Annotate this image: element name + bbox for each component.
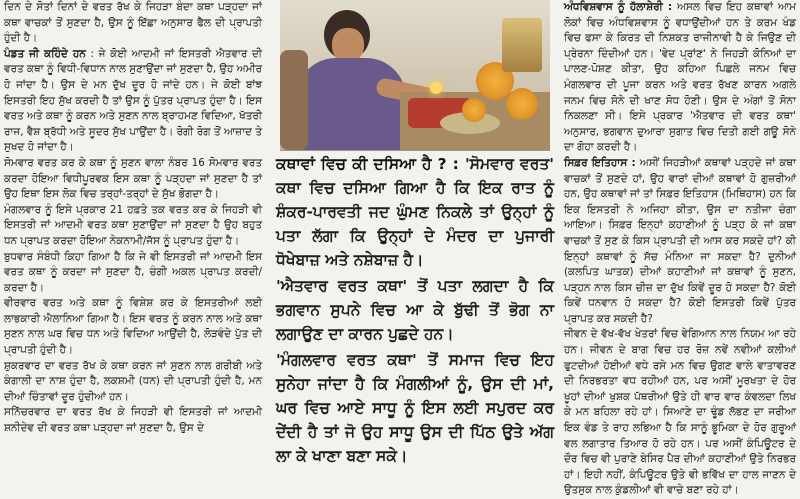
left-paragraph-4: ਮੰਗਲਵਾਰ ਨੂੰ ਇਸੇ ਪ੍ਰਕਾਰ 21 ਹਫ਼ਤੇ ਤਕ ਵਰਤ ਕਰ ਕੇ ਜਿਹੜੀ ਵੀ ਇਸਤਰੀ ਜਾਂ ਆਦਮੀ ਵਰਤ ਕਥਾ ਸੁਣਾਉਂਦਾ ਜਾਂ ਸੁਣਦਾ ਹੈ ਉਹ ਬਹੁਤ ਧਨ ਪ੍ਰਾਪਤ ਕਰਦਾ ਹੋਇਆ ਨੇਕਨਾਮੀ/ਜੱਸ ਨੂੰ ਪ੍ਰਾਪਤ ਹੁੰਦਾ ਹੈ। bbox=[4, 203, 262, 247]
left-paragraph-1: ਦਿਨ ਦੇ ਸੋਤਾਂ ਦਿਨਾਂ ਦੇ ਵਰਤ ਰੱਖ ਕੇ ਜਿਹੜਾ ਬੰਦਾ ਕਥਾ ਪੜ੍ਹਦਾ ਜਾਂ ਕਥਾ ਵਾਚਕਾਂ ਤੋਂ ਸੁਣਦਾ ਹੈ, ਉਸ ਨੂੰ ਇੱਛਾ ਅਨੁਸਾਰ ਫੈਲ ਦੀ ਪ੍ਰਾਪਤੀ ਹੁੰਦੀ ਹੈ। bbox=[4, 1, 262, 45]
story-paragraph-1-body: 'ਸੋਮਵਾਰ ਵਰਤ' ਕਥਾ ਵਿਚ ਦਸਿਆ ਗਿਆ ਹੈ ਕਿ ਇਕ ਰਾਤ ਨੂੰ ਸ਼ੰਕਰ-ਪਾਰਵਤੀ ਜਦ ਘੁੰਮਣ ਨਿਕਲੇ ਤਾਂ ਉਨ੍ਹਾਂ ਨੂੰ ਪਤਾ ਲੱਗਾ ਕਿ ਉਨ੍ਹਾਂ ਦੇ ਮੰਦਰ ਦਾ ਪੁਜਾਰੀ ਧੋਖੇਬਾਜ਼ ਅਤੇ ਨਸ਼ੇਬਾਜ਼ ਹੈ। bbox=[276, 155, 554, 269]
right-paragraph-1 bbox=[564, 0, 796, 156]
photo-person-body bbox=[296, 58, 406, 150]
right-column bbox=[556, 0, 800, 497]
puja-photo bbox=[280, 0, 550, 151]
left-paragraph-3: ਸੋਮਵਾਰ ਵਰਤ ਕਰ ਕੇ ਕਥਾ ਨੂੰ ਸੁਣਨ ਵਾਲਾ ਨੰਬਰ 16 ਸੋਮਵਾਰ ਵਰਤ ਕਰਦਾ ਹੋਇਆ ਵਿਧੀਪੂਰਵਕ ਇਸ ਕਥਾ ਨੂੰ ਪੜ੍ਹਦਾ ਜਾਂ ਸੁਣਦਾ ਹੈ ਤਾਂ ਉਹ ਇਥਾ ਇਸ ਲੋਕ ਵਿਚ ਤਰ੍ਹਾਂ-ਤਰ੍ਹਾਂ ਦੇ ਸੁੱਖ ਭੋਗਦਾ ਹੈ। bbox=[4, 156, 262, 201]
main-story bbox=[276, 152, 554, 465]
left-paragraph-8: ਸਨਿੱਚਰਵਾਰ ਦਾ ਵਰਤ ਰੱਖ ਕੇ ਜਿਹੜੀ ਵੀ ਇਸਤਰੀ ਜਾਂ ਆਦਮੀ ਸ਼ਨੀਦੇਵ ਦੀ ਵਰਤ ਕਥਾ ਪੜ੍ਹਦਾ ਜਾਂ ਸੁਣਦਾ ਹੈ, ਉਸ ਦੇ bbox=[4, 406, 262, 435]
left-paragraph-7: ਸ਼ੁਕਰਵਾਰ ਦਾ ਵਰਤ ਰੱਖ ਕੇ ਕਥਾ ਕਰਨ ਜਾਂ ਸੁਣਨ ਨਾਲ ਗਰੀਬੀ ਅਤੇ ਕੰਗਾਲੀ ਦਾ ਨਾਸ਼ ਹੁੰਦਾ ਹੈ, ਲਕਸ਼ਮੀ (ਧਨ) ਦੀ ਪ੍ਰਾਪਤੀ ਹੁੰਦੀ ਹੈ, ਮਨ ਦੀਆਂ ਚਿੰਤਾਵਾਂ ਦੂਰ ਹੁੰਦੀਆਂ ਹਨ। bbox=[4, 359, 262, 403]
photo-lamp bbox=[430, 82, 442, 94]
right-paragraph-1-lead: ਅੰਧਵਿਸ਼ਵਾਸ ਨੂੰ ਹੱਲਾਸ਼ੇਰੀ : bbox=[564, 1, 673, 13]
story-paragraph-1 bbox=[276, 152, 554, 272]
left-paragraph-2-lead: ਪੰਡਤ ਜੀ ਕਹਿੰਦੇ ਹਨ bbox=[4, 47, 86, 60]
right-paragraph-2 bbox=[564, 156, 796, 328]
right-paragraph-2-body: ਅਸੀਂ ਜਿਹੜੀਆਂ ਕਥਾਵਾਂ ਪੜ੍ਹਦੇ ਜਾਂ ਕਥਾ ਵਾਚਕਾਂ ਤੋਂ ਸੁਣਦੇ ਹਾਂ, ਉਹ ਵਾਰਾਂ ਦੀਆਂ ਕਥਾਵਾਂ ਹੋ ਗੁਜ਼ਰੀਆਂ ਹਨ, ਉਹ ਕਥਾਵਾਂ ਜਾਂ ਤਾਂ ਸਿਫ਼ਰ ਇਤਿਹਾਸ (ਮਿਥਿਹਾਸ) ਹਨ ਕਿ ਇਕ ਇਸਤਰੀ ਨੇ ਅਜਿਹਾ ਕੀਤਾ, ਉਸ ਦਾ ਨਤੀਜਾ ਚੰਗਾ ਆਇਆ। ਸਿਫ਼ਰ ਇਨ੍ਹਾਂ ਕਹਾਣੀਆਂ ਨੂੰ ਪੜ੍ਹ ਕੇ ਜਾਂ ਕਥਾ ਵਾਚਕਾਂ ਤੋਂ ਸੁਣ ਕੇ ਕਿਸ ਪ੍ਰਾਪਤੀ ਦੀ ਆਸ ਕਰ ਸਕਦੇ ਹਾਂ? ਕੀ ਇਨ੍ਹਾਂ ਕਥਾਵਾਂ ਨੂੰ ਸੱਚ ਮੰਨਿਆ ਜਾ ਸਕਦਾ ਹੈ? ਦੁਨੀਆਂ (ਕਲਪਿਤ ਘਾਤਕ) ਦੀਆਂ ਕਹਾਣੀਆਂ ਜਾਂ ਕਥਾਵਾਂ ਨੂੰ ਸੁਣਨ, ਪੜ੍ਹਨ ਨਾਲ ਕਿਸ ਚੀਜ਼ ਦਾ ਦੁੱਖ ਕਿਵੇਂ ਦੂਰ ਹੋ ਸਕਦਾ ਹੈ? ਕੋਈ ਕਿਵੇਂ ਧਨਵਾਨ ਹੋ ਸਕਦਾ ਹੈ? ਕੋਈ ਇਸਤਰੀ ਕਿਵੇਂ ਪੁੱਤਰ ਪ੍ਰਾਪਤ ਕਰ ਸਕਦੀ ਹੈ? bbox=[564, 156, 796, 325]
left-paragraph-6: ਵੀਰਵਾਰ ਵਰਤ ਅਤੇ ਕਥਾ ਨੂੰ ਵਿਸ਼ੇਸ਼ ਕਰ ਕੇ ਇਸਤਰੀਆਂ ਲਈ ਲਾਭਕਾਰੀ ਐਲਾਨਿਆ ਗਿਆ ਹੈ। ਇਸ ਵਰਤ ਨੂੰ ਕਰਨ ਨਾਲ ਅਤੇ ਕਥਾ ਸੁਣਨ ਨਾਲ ਘਰ ਵਿਚ ਧਨ ਅਤੇ ਵਿਦਿਆ ਆਉਂਦੀ ਹੈ, ਲੋੜਵੰਦੇ ਪੁੱਤ ਦੀ ਪ੍ਰਾਪਤੀ ਹੁੰਦੀ ਹੈ। bbox=[4, 297, 262, 357]
photo-second-figure bbox=[280, 50, 308, 150]
right-paragraph-2-lead: ਸਿਫ਼ਰ ਇਤਿਹਾਸ : bbox=[564, 156, 636, 169]
left-column bbox=[0, 0, 268, 435]
story-paragraph-3: 'ਮੰਗਲਵਾਰ ਵਰਤ ਕਥਾ' ਤੋਂ ਸਮਾਜ ਵਿਚ ਇਹ ਸੁਨੇਹਾ ਜਾਂਦਾ ਹੈ ਕਿ ਮੰਗਲੀਆਂ ਨੂੰ, ਉਸ ਦੀ ਮਾਂ, ਘਰ ਵਿਚ ਆਏ ਸਾਧੂ ਨੂੰ ਇਸ ਲਈ ਸਪੁਰਦ ਕਰ ਦੇਂਦੀ ਹੈ ਤਾਂ ਜੋ ਉਹ ਸਾਧੂ ਉਸ ਦੀ ਪਿੱਠ ਉਤੇ ਅੱਗ ਲਾ ਕੇ ਖਾਣਾ ਬਣਾ ਸਕੇ। bbox=[276, 351, 554, 465]
story-paragraph-1-lead: ਕਥਾਵਾਂ ਵਿਚ ਕੀ ਦਸਿਆ ਹੈ ? : bbox=[276, 155, 459, 173]
left-paragraph-2 bbox=[4, 47, 262, 156]
photo-shrine bbox=[502, 18, 542, 72]
right-paragraph-1-body: ਅਸਲ ਵਿਚ ਇਹ ਕਥਾਵਾਂ ਆਮ ਲੋਕਾਂ ਵਿਚ ਅੰਧਵਿਸ਼ਵਾਸ ਨੂੰ ਵਧਾਉਂਦੀਆਂ ਹਨ ਤੇ ਕਰਮ ਖੰਡ ਵਿਚ ਫਸਾ ਕੇ ਕਿਰਤ ਦੀ ਨਿਸ਼ਕਤ ਰਾਜੀਨਾਵੀ ਹੈ ਕੇ ਜਿਉਣ ਦੀ ਪ੍ਰੇਰਨਾ ਦਿੰਦੀਆਂ ਹਨ। 'ਵੇਦ ਪ੍ਰਾਂਣ' ਨੇ ਜਿਹੜੀ ਕੋਨਿਆਂ ਦਾ ਪਾਲਣ-ਪੋਸ਼ਣ ਕੀਤਾ, ਉਹ ਕਹਿਆ ਪਿਛਲੇ ਜਨਮ ਵਿਚ ਮੰਗਲਵਾਰ ਦੀ ਪੂਜਾ ਕਰਨ ਅਤੇ ਵਰਤ ਰੱਖਣ ਕਾਰਨ ਅਗਲੇ ਜਨਮ ਵਿਚ ਸੋਨੇ ਦੀ ਖਾਣ ਸੋਧ ਹੋਣੀ। ਉਸ ਦੇ ਅੰਗਾਂ ਤੋਂ ਸੋਨਾ ਨਿਕਲਣਾ ਸੀ। ਇਸੇ ਪ੍ਰਕਾਰ 'ਐਤਵਾਰ ਦੀ ਵਰਤ ਕਥਾ' ਅਨੁਸਾਰ, ਭਗਵਾਨ ਦੁਆਰਾ ਸੁਗਾਤ ਵਿਚ ਦਿਤੀ ਗਈ ਗਊ ਸੋਨੇ ਦਾ ਗੋਹਾ ਕਰਦੀ ਹੈ। bbox=[564, 1, 796, 154]
photo-person-face bbox=[332, 28, 364, 62]
photo-marigold-2 bbox=[506, 88, 538, 120]
left-paragraph-5: ਬੁਧਵਾਰ ਸੰਬੰਧੀ ਕਿਹਾ ਗਿਆ ਹੈ ਕਿ ਜੇ ਵੀ ਇਸਤਰੀ ਜਾਂ ਆਦਮੀ ਇਸ ਵਰਤ ਕਥਾ ਨੂੰ ਕਰਦਾ ਜਾਂ ਸੁਣਦਾ ਹੈ, ਚੰਗੀ ਅਕਲ ਪ੍ਰਾਪਤ ਕਰਦੀ/ਕਰਦਾ ਹੈ। bbox=[4, 250, 262, 294]
photo-marigold-3 bbox=[462, 98, 486, 122]
story-paragraph-2: 'ਐਤਵਾਰ ਵਰਤ ਕਥਾ' ਤੋਂ ਪਤਾ ਲਗਦਾ ਹੈ ਕਿ ਭਗਵਾਨ ਸੁਪਨੇ ਵਿਚ ਆ ਕੇ ਬੁੱਢੀ ਤੋਂ ਭੋਗ ਨਾ ਲਗਾਉਣ ਦਾ ਕਾਰਨ ਪੁਛਦੇ ਹਨ। bbox=[276, 277, 554, 343]
right-paragraph-3: ਜੀਵਨ ਦੇ ਵੱਖ-ਵੱਖ ਖੇਤਰਾਂ ਵਿਚ ਵੇਗਿਆਨ ਨਾਲ ਨਿਯਮ ਆ ਰਹੇ ਹਨ। ਜੀਵਨ ਦੇ ਬਾਗ ਵਿਚ ਹਰ ਰੋਜ਼ ਨਵੇਂ ਨਵੀਆਂ ਕਲੀਆਂ ਫੁਟਦੀਆਂ ਹੋਈਆਂ ਵਧੇ ਰਸੇ ਮਨ ਵਿਚ ਉਗਣ ਵਾਲੇ ਵਾਤਾਵਰਣ ਦੀ ਨਿਰਭਰਤਾ ਵਧ ਰਹੀਆਂ ਹਨ, ਪਰ ਅਸੀਂ ਮੂਰਖਤਾ ਦੇ ਹੋਰ ਖੂਹਾਂ ਦੀਆਂ ਖੁਸ਼ਕ ਪੱਥਰੀਆਂ ਉਤੇ ਹੀ ਵਾਰ ਵਾਰ ਕੰਵਲਦਾ ਲਿਖ ਕੇ ਮਨ ਬਹਿਲਾ ਰਹੇ ਹਾਂ। ਸਿਆਣੇ ਦਾ ਢੂੰਡ ਲੱਭਣ ਦਾ ਜਰੀਆ ਇਕ ਵੰਡ ਤੇ ਰਾਹ ਲਭਿਆ ਹੈ ਕਿ ਸਾਨੂੰ ਭੂਮਿਕਾ ਦੇ ਹੋਰ ਗੁਰੂਆਂ ਵਲ ਲਗਾਤਾਰ ਤਿਆਰ ਹੋ ਰਹੇ ਹਨ। ਪਰ ਅਸੀਂ ਕੰਪਿਊਟਰ ਦੇ ਦੌਰ ਵਿਚ ਵੀ ਪੁਰਾਣੇ ਬੇਸਿਰ ਪੈਰ ਦੀਆਂ ਕਹਾਣੀਆਂ ਉਤੇ ਨਿਰਭਰ ਹਾਂ। ਇਹੀ ਨਹੀਂ, ਕੰਪਿਊਟਰ ਉਤੇ ਵੀ ਭਵਿੱਖ ਦਾ ਹਾਲ ਜਾਣਨ ਦੇ ਉਤਸੁਕ ਨਾਲ ਕੁੰਡਲੀਆਂ ਵੀ ਵਾਚੇ ਬਣਾ ਰਹੇ ਹਾਂ। bbox=[564, 328, 796, 497]
left-paragraph-2-body: : ਜੇ ਕੋਈ ਆਦਮੀ ਜਾਂ ਇਸਤਰੀ ਐਤਵਾਰ ਦੀ ਵਰਤ ਕਥਾ ਨੂੰ ਵਿਧੀ-ਵਿਧਾਨ ਨਾਲ ਸੁਣਾਉਂਦਾ ਜਾਂ ਸੁਣਦਾ ਹੈ, ਉਹ ਅਮੀਰ ਹੋ ਜਾਂਦਾ ਹੈ। ਉਸ ਦੇ ਮਨ ਦੁੱਖ ਦੂਰ ਹੋ ਜਾਂਦੇ ਹਨ। ਜੇ ਕੋਈ ਬਾਂਝ ਇਸਤਰੀ ਇਹ ਸੁੱਖ ਕਰਦੀ ਹੈ ਤਾਂ ਉਸ ਨੂੰ ਪੁੱਤਰ ਪ੍ਰਾਪਤ ਹੁੰਦਾ ਹੈ। ਇਸ ਵਰਤ ਅਤੇ ਕਥਾ ਨੂੰ ਕਰਨ ਅਤੇ ਸੁਣਨ ਨਾਲ ਬ੍ਰਾਹਮਣ ਵਿਦਿਆ, ਖੱਤਰੀ ਰਾਜ, ਵੈਸ਼ ਬ੍ਰੱਧੀ ਅਤੇ ਸੂਦਰ ਸੁੱਖ ਪਾਉਂਦਾ ਹੈ। ਰੋਗੀ ਰੋਗ ਤੋਂ ਆਜ਼ਾਦ ਤੇ ਸੁਖਦ ਹੋ ਜਾਂਦਾ ਹੈ। bbox=[4, 47, 263, 154]
